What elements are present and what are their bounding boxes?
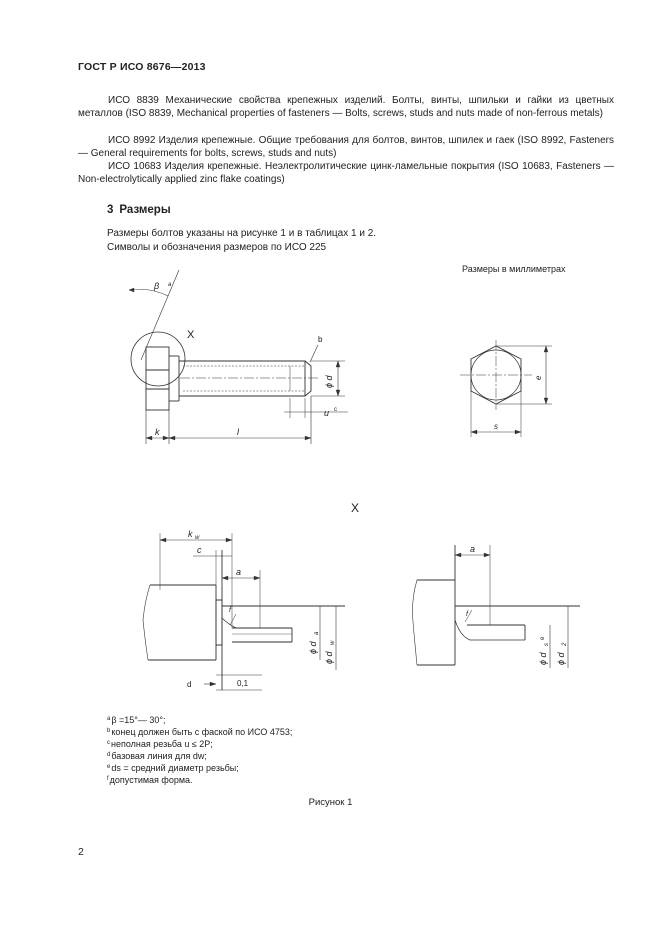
reference-text: ИСО 8992 Изделия крепежные. Общие требования для болтов, винтов, шпилек и гаек (ISO 8992, Fasteners — General requirements for bolts, screws, studs and nuts) [78,135,614,160]
footnote-mark: b [107,728,111,734]
detail-x-circle [131,332,185,386]
footnote-text: β =15°— 30°; [111,715,166,725]
label-s: s [494,422,498,431]
bolt-head [146,347,169,410]
label-c: c [197,545,202,555]
footnote-text: допустимая форма. [109,775,193,785]
label-ds-mark: e [540,636,546,640]
footnote-mark: e [107,764,111,770]
bolt-end-view [460,340,552,437]
section-title: Размеры [119,204,171,216]
footnote-mark: c [107,740,110,746]
label-u-mark: c [334,407,337,413]
label-phi-ds: ϕ d [538,652,548,665]
label-phi-d2: ϕ d [556,652,566,665]
section-text-line: Размеры болтов указаны на рисунке 1 и в таблицах 1 и 2. [107,228,377,239]
label-detail-x: X [351,501,360,515]
label-e: e [534,375,543,380]
label-beta: β [154,281,160,291]
label-phi-da: ϕ d [308,641,318,654]
units-note: Размеры в миллиметрах [462,264,566,274]
footnote-text: базовая линия для dw; [111,751,207,761]
footnote-text: ds = средний диаметр резьбы; [111,763,239,773]
label-x-marker: X [187,329,195,341]
document-standard-header: ГОСТ Р ИСО 8676—2013 [78,61,206,73]
label-kw: k [188,529,193,539]
label-da-sub: a [314,631,320,635]
label-phi-dw: ϕ d [324,651,334,664]
section-text-line: Символы и обозначения размеров по ИСО 225 [107,242,327,253]
label-u: u [324,408,330,418]
label-ds-sub: s [544,643,550,646]
footnote-mark: d [107,752,111,758]
detail-x-right [413,545,581,668]
label-dw-sub: w [330,640,336,645]
label-b: b [318,335,323,344]
label-k: k [155,427,160,437]
reference-text: ИСО 8839 Механические свойства крепежных изделий. Болты, винты, шпильки и гайки из цветных металлов (ISO 8839, Mechanical properties of fasteners — Bolts, screws, studs and nuts made of non-ferrous metals) [78,95,614,120]
detail-x-left [143,533,345,690]
label-a-left: a [236,567,242,577]
label-d2-sub: 2 [562,642,568,646]
label-a-right: a [470,544,476,554]
label-f-left: f [229,607,231,614]
reference-text: ИСО 10683 Изделия крепежные. Неэлектролитические цинк-ламельные покрытия (ISO 10683, Fasteners — Non-electrolytically applied zinc flake coatings) [78,161,614,186]
label-kw-sub: w [195,535,200,541]
page-number: 2 [78,846,84,858]
label-f-right: f [466,611,468,618]
label-gap: 0,1 [237,679,249,688]
footnote-mark: f [107,776,109,782]
bolt-side-view [129,270,348,444]
footnote-mark: a [107,716,111,722]
label-beta-mark: a [168,282,172,288]
figure-caption: Рисунок 1 [308,797,353,808]
footnote-text: конец должен быть с фаской по ИСО 4753; [111,727,293,737]
label-d-mark: d [187,680,192,689]
label-l: l [237,427,239,437]
section-number: 3 [107,204,114,216]
footnote-text: неполная резьба u ≤ 2P; [111,739,213,749]
footnote [107,773,193,786]
label-phi-d: ϕ d [324,375,334,388]
